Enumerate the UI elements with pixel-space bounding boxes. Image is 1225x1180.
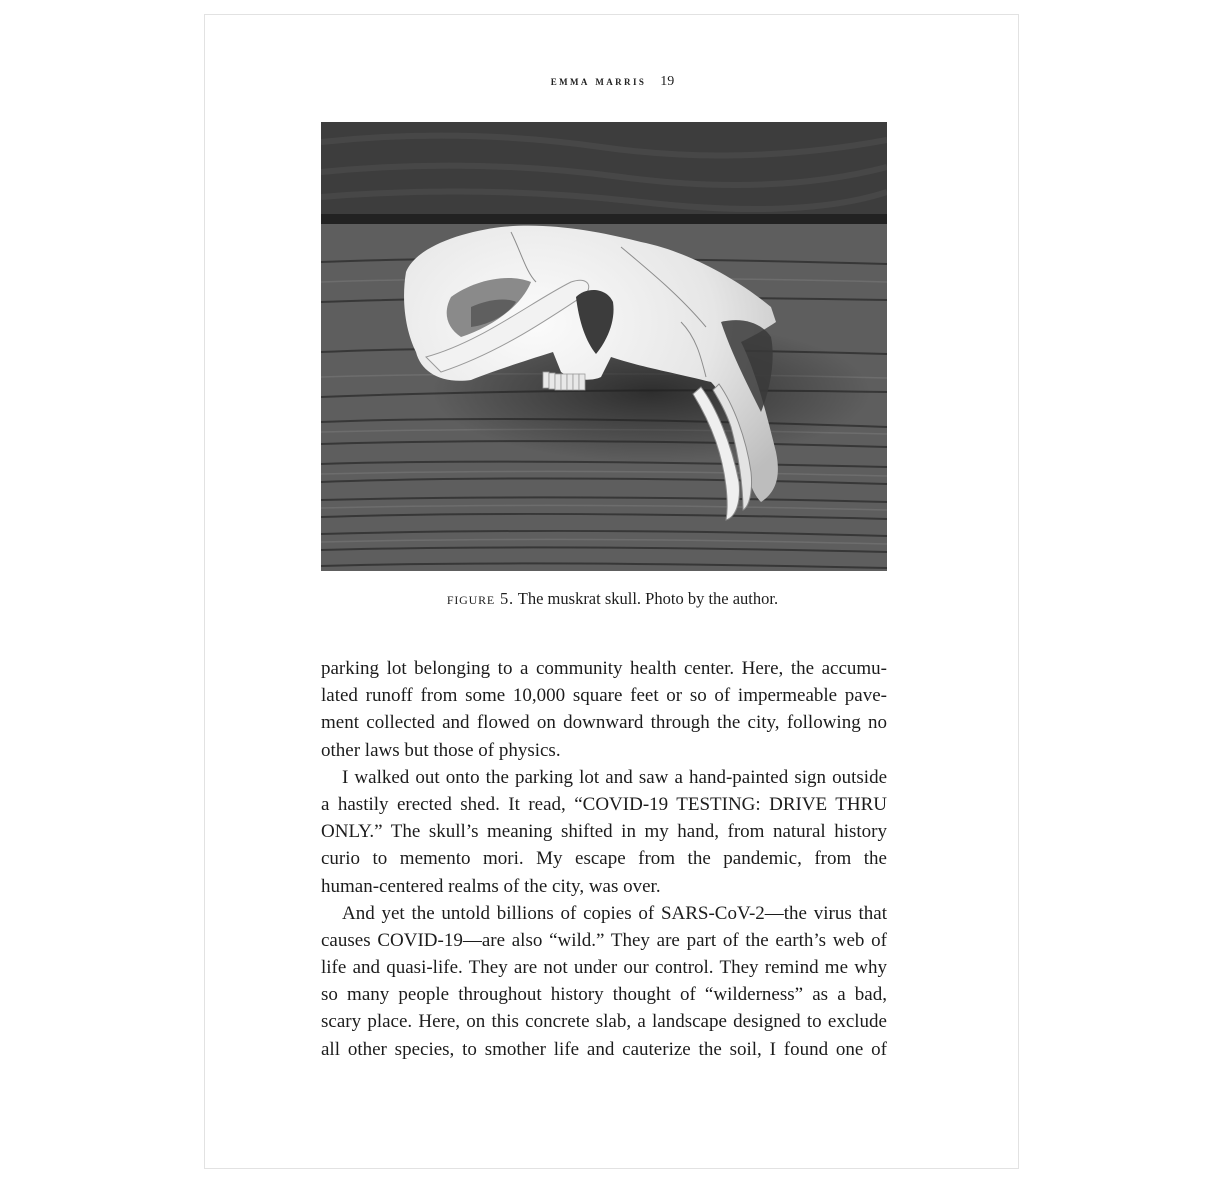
figure-caption-text: The muskrat skull. Photo by the author. bbox=[513, 589, 779, 608]
text-line: parking lot belonging to a community health center. Here, the accumu- bbox=[321, 658, 887, 679]
text-line: causes COVID-19—are also “wild.” They are part of the earth’s web of bbox=[321, 929, 887, 951]
body-text bbox=[321, 655, 887, 1063]
paragraph-2 bbox=[321, 764, 887, 900]
text-line: human-centered realms of the city, was over. bbox=[321, 875, 661, 897]
text-line: other laws but those of physics. bbox=[321, 739, 561, 761]
text-line: so many people throughout history thought of “wilderness” as a bad, bbox=[321, 984, 887, 1006]
text-line: I walked out onto the parking lot and saw a hand-painted sign outside bbox=[342, 766, 887, 788]
figure-caption-label: figure 5. bbox=[446, 589, 514, 608]
text-line: lated runoff from some 10,000 square feet or so of impermeable pave- bbox=[321, 685, 887, 707]
paragraph-1 bbox=[321, 655, 887, 764]
paragraph-3 bbox=[321, 900, 887, 1063]
running-head bbox=[0, 74, 1225, 90]
text-line: scary place. Here, on this concrete slab, a landscape designed to exclude bbox=[321, 1011, 887, 1033]
skull-photo-illustration bbox=[321, 122, 887, 571]
text-line: all other species, to smother life and cauterize the soil, I found one of bbox=[321, 1038, 887, 1060]
page-number: 19 bbox=[660, 74, 675, 89]
text-line: curio to memento mori. My escape from the pandemic, from the bbox=[321, 848, 887, 870]
figure-photo-muskrat-skull bbox=[321, 122, 887, 571]
running-head-author: emma marris bbox=[550, 74, 647, 88]
text-line: ment collected and flowed on downward through the city, following no bbox=[321, 712, 887, 734]
text-line: ONLY.” The skull’s meaning shifted in my hand, from natural history bbox=[321, 821, 887, 843]
text-line: And yet the untold billions of copies of SARS-CoV-2—the virus that bbox=[342, 902, 887, 924]
text-line: a hastily erected shed. It read, “COVID-19 TESTING: DRIVE THRU bbox=[321, 793, 887, 815]
text-line: life and quasi-life. They are not under our control. They remind me why bbox=[321, 957, 887, 979]
figure-caption bbox=[0, 589, 1225, 609]
